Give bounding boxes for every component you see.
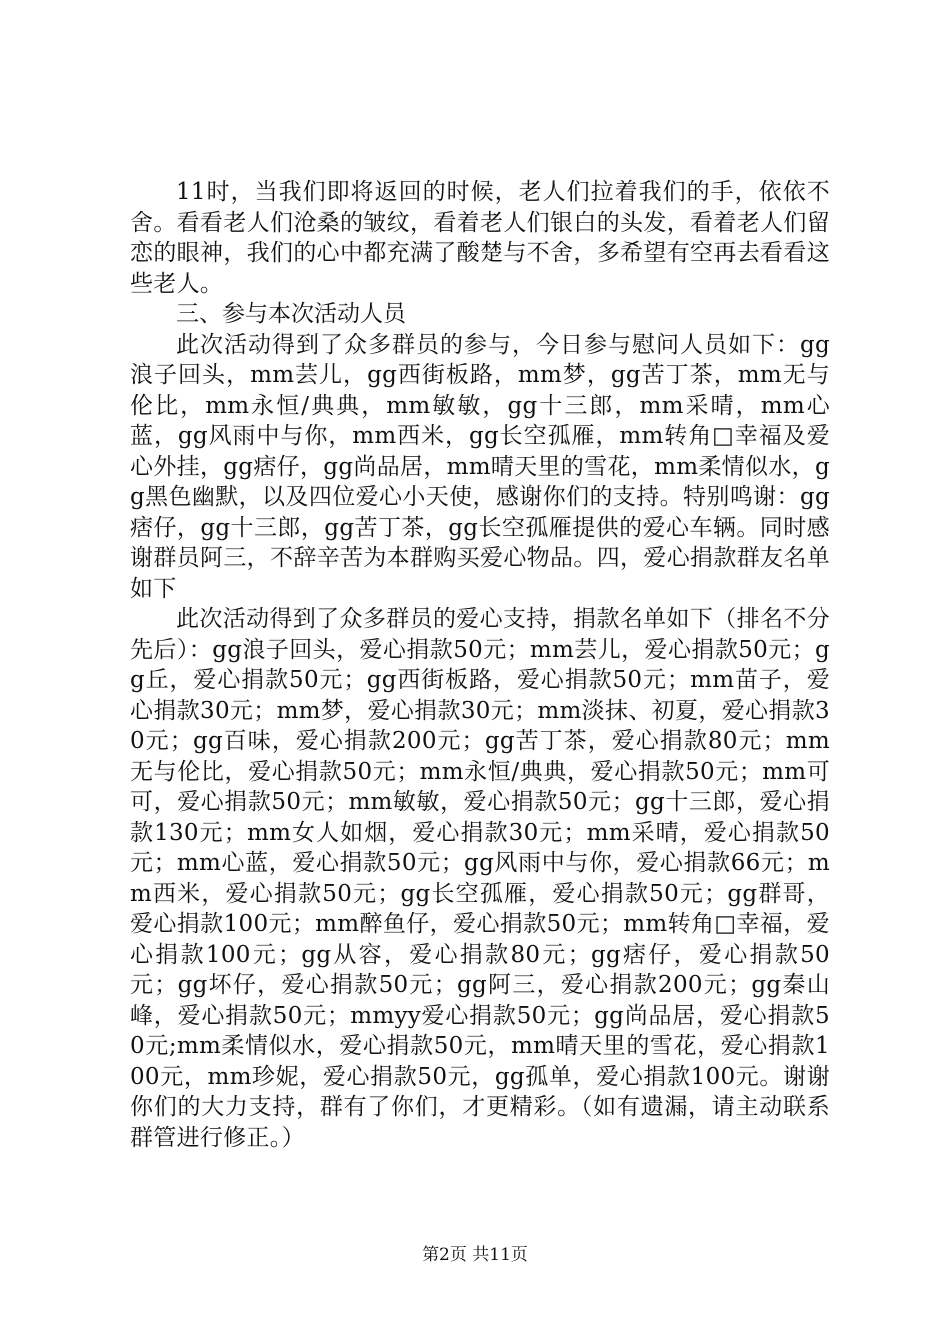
section-heading-participants: 三、参与本次活动人员 — [176, 301, 406, 327]
paragraph-participants: 此次活动得到了众多群员的参与，今日参与慰问人员如下：gg浪子回头，mm芸儿，gg西街板路，mm梦，gg苦丁茶，mm无与伦比，mm永恒/典典，mm敏敏，gg十三郎，mm采晴，mm心蓝，gg风雨中与你，mm西米，gg长空孤雁，mm转角□幸福及爱心外挂，gg痞仔，gg尚品居，mm晴天里的雪花，mm柔情似水，gg黑色幽默，以及四位爱心小天使，感谢你们的支持。特别鸣谢：gg痞仔，gg十三郎，gg苦丁茶，gg长空孤雁提供的爱心车辆。同时感谢群员阿三，不辞辛苦为本群购买爱心物品。四，爱心捐款群友名单如下 — [130, 331, 830, 602]
paragraph-donations: 此次活动得到了众多群员的爱心支持，捐款名单如下（排名不分先后）：gg浪子回头，爱心捐款50元；mm芸儿，爱心捐款50元；gg丘，爱心捐款50元；gg西街板路，爱心捐款50元；mm苗子，爱心捐款30元；mm梦，爱心捐款30元；mm淡抹、初夏，爱心捐款30元；gg百味，爱心捐款200元；gg苦丁茶，爱心捐款80元；mm无与伦比，爱心捐款50元；mm永恒/典典，爱心捐款50元；mm可可，爱心捐款50元；mm敏敏，爱心捐款50元；gg十三郎，爱心捐款130元；mm女人如烟，爱心捐款30元；mm采晴，爱心捐款50元；mm心蓝，爱心捐款50元；gg风雨中与你，爱心捐款66元；mm西米，爱心捐款50元；gg长空孤雁，爱心捐款50元；gg群哥，爱心捐款100元；mm醉鱼仔，爱心捐款50元；mm转角□幸福，爱心捐款100元；gg从容，爱心捐款80元；gg痞仔，爱心捐款50元；gg坏仔，爱心捐款50元；gg阿三，爱心捐款200元；gg秦山峰，爱心捐款50元；mmyy爱心捐款50元；gg尚品居，爱心捐款50元;mm柔情似水，爱心捐款50元，mm晴天里的雪花，爱心捐款100元，mm珍妮，爱心捐款50元，gg孤单，爱心捐款100元。谢谢你们的大力支持，群有了你们，才更精彩。（如有遗漏，请主动联系群管进行修正。） — [130, 606, 830, 1151]
paragraph-farewell: 11时，当我们即将返回的时候，老人们拉着我们的手，依依不舍。看看老人们沧桑的皱纹，看着老人们银白的头发，看着老人们留恋的眼神，我们的心中都充满了酸楚与不舍，多希望有空再去看看这些老人。 — [130, 179, 830, 297]
document-body — [130, 177, 830, 1153]
page-number-footer: 第2页 共11页 — [422, 1245, 528, 1265]
